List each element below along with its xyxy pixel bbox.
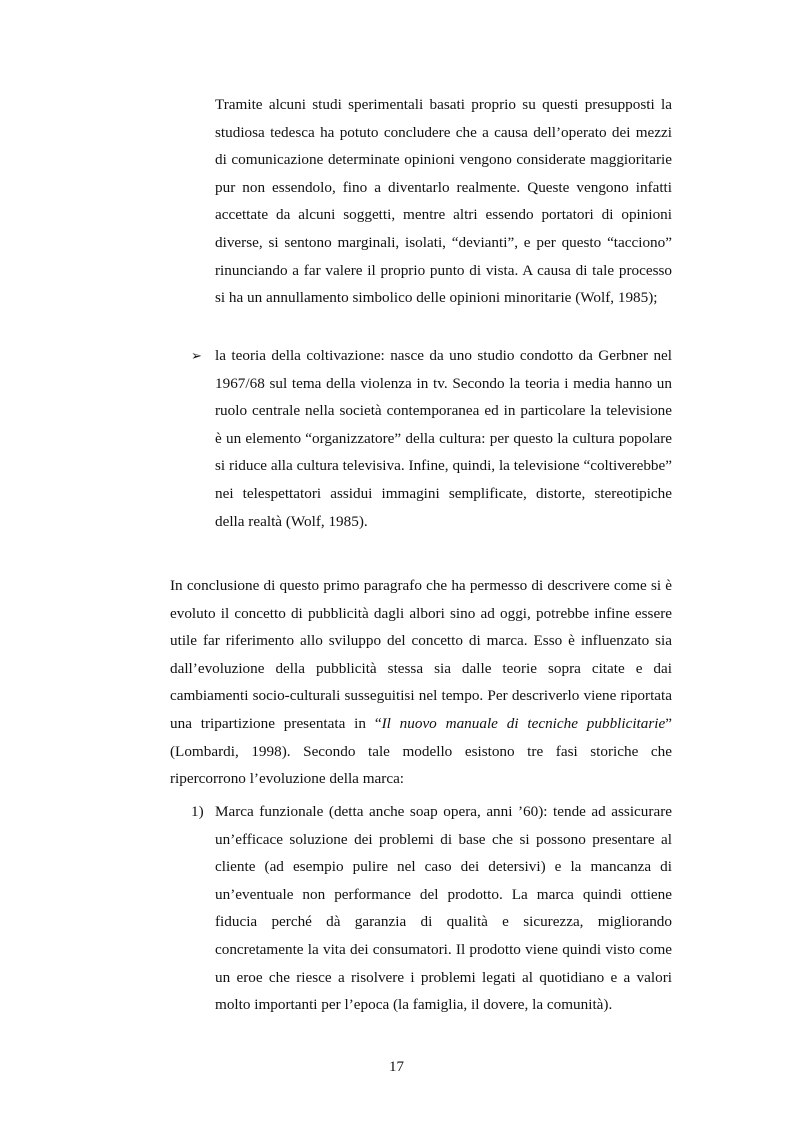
list-item-marca-funzionale: Marca funzionale (detta anche soap opera, anni ’60): tende ad assicurare un’efficace soluzione dei problemi di base che si possono presentare al cliente (ad esempio pulire nel caso dei detersivi) e la mancanza di un’eventuale non performance del prodotto. La marca quindi ottiene fiducia perché dà garanzia di qualità e sicurezza, migliorando concretamente la vita dei consumatori. Il prodotto viene quindi visto come un eroe che riesce a risolvere i problemi legati al quotidiano e a valori molto importanti per l’epoca (la famiglia, il dovere, la comunità). [215, 803, 672, 1014]
page-number: 17 [389, 1059, 404, 1075]
arrow-bullet-icon: ➢ [191, 348, 202, 363]
conclusion-paragraph [170, 572, 672, 793]
conclusion-text-part2: ” (Lombardi, 1998). Secondo tale modello esistono tre fasi storiche che ripercorrono l’evoluzione della marca: [170, 714, 672, 788]
list-number-marker: 1) [191, 803, 204, 820]
continuation-paragraph: Tramite alcuni studi sperimentali basati proprio su questi presupposti la studiosa tedesca ha potuto concludere che a causa dell’operato dei mezzi di comunicazione determinate opinioni vengono considerate maggioritarie pur non essendolo, fino a diventarlo realmente. Queste vengono infatti accettate da alcuni soggetti, mentre altri essendo portatori di opinioni diverse, si sentono marginali, isolati, “devianti”, e per questo “tacciono” rinunciando a far valere il proprio punto di vista. A causa di tale processo si ha un annullamento simbolico delle opinioni minoritarie (Wolf, 1985); [215, 96, 672, 307]
conclusion-text-part1: In conclusione di questo primo paragrafo che ha permesso di descrivere come si è evoluto il concetto di pubblicità dagli albori sino ad oggi, potrebbe infine essere utile far riferimento allo sviluppo del concetto di marca. Esso è influenzato sia dall’evoluzione della pubblicità stessa sia dalle teorie sopra citate e dai cambiamenti socio-culturali susseguitisi nel tempo. Per descriverlo viene riportata una tripartizione presentata in “ [170, 577, 672, 732]
bullet-item-coltivazione: la teoria della coltivazione: nasce da uno studio condotto da Gerbner nel 1967/68 sul tema della violenza in tv. Secondo la teoria i media hanno un ruolo centrale nella società contemporanea ed in particolare la televisione è un elemento “organizzatore” della cultura: per questo la cultura popolare si riduce alla cultura televisiva. Infine, quindi, la televisione “coltiverebbe” nei telespettatori assidui immagini semplificate, distorte, stereotipiche della realtà (Wolf, 1985). [215, 347, 672, 530]
book-title: Il nuovo manuale di tecniche pubblicitarie [381, 714, 666, 732]
